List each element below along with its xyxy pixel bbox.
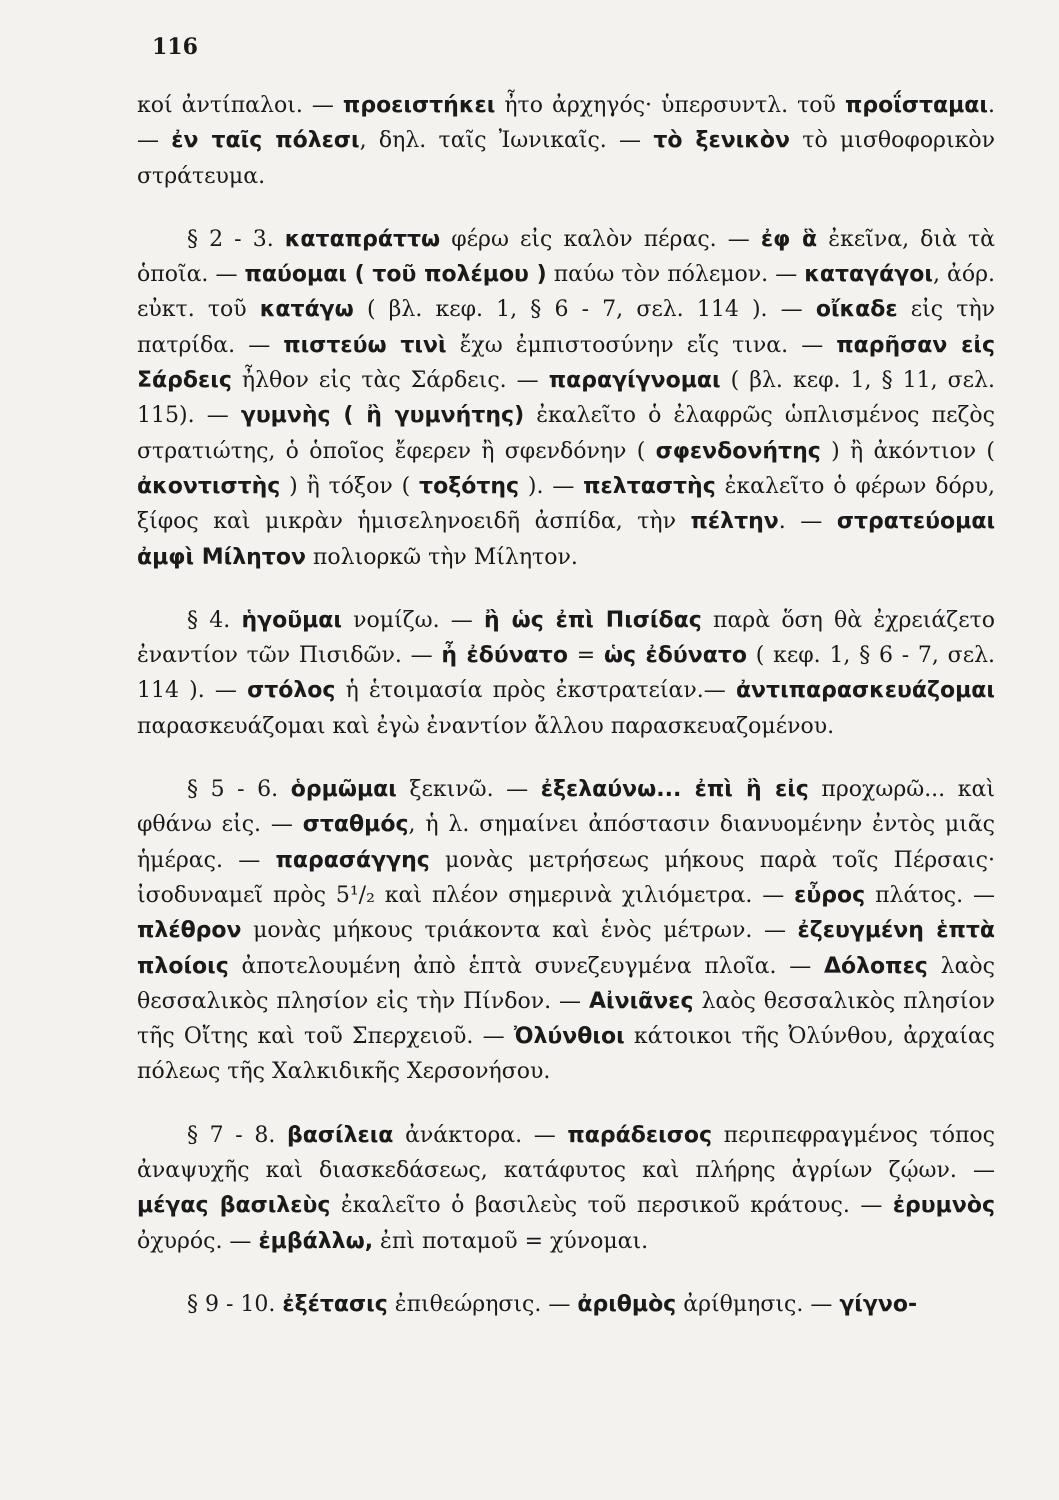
headword: ὡς ἐδύνατο — [603, 643, 748, 669]
headword: Δόλοπες — [823, 953, 928, 979]
gloss-text: § 2 - 3. — [187, 226, 285, 252]
headword: κατάγω — [259, 297, 354, 323]
gloss-text: ξεκινῶ. — — [396, 777, 541, 803]
gloss-text: . — — [137, 93, 995, 154]
gloss-text: πλάτος. — — [865, 882, 995, 908]
paragraph — [137, 1118, 995, 1259]
gloss-text: § 5 - 6. — [187, 777, 291, 803]
gloss-text: ἐπιθεώρησις. — — [387, 1291, 578, 1317]
headword: ἐξέτασις — [282, 1291, 388, 1317]
headword: ἐφ ἃ — [760, 226, 818, 252]
gloss-text: ἐκαλεῖτο ὁ βασιλεὺς τοῦ περσικοῦ κράτους. — — [330, 1193, 893, 1219]
paragraph — [137, 1287, 995, 1322]
gloss-text: ) ἢ ἀκόντιον ( — [820, 438, 995, 464]
headword: τὸ ξενικὸν — [653, 128, 790, 154]
gloss-text: εἰς τὴν πατρίδα. — — [137, 297, 996, 358]
gloss-text: κοί ἀντίπαλοι. — — [137, 93, 343, 118]
paragraph — [137, 222, 995, 575]
gloss-text: = — [567, 643, 604, 669]
headword: πελταστὴς — [583, 473, 716, 499]
headword: ἀντιπαρασκευάζομαι — [735, 678, 995, 704]
headword: ὁρμῶμαι — [290, 777, 397, 803]
headword: ἦ ἐδύνατο — [441, 643, 568, 669]
headword: σταθμός — [302, 812, 409, 838]
headword: παρῆσαν εἰς Σάρδεις — [137, 332, 995, 394]
gloss-text: πολιορκῶ τὴν Μίλητον. — [305, 544, 578, 570]
headword: ἀκοντιστὴς — [137, 473, 281, 499]
headword: εὖρος — [794, 882, 866, 908]
headword: ἡγοῦμαι — [241, 607, 342, 633]
headword: ἀριθμὸς — [577, 1291, 677, 1317]
gloss-text: ἀρίθμησις. — — [676, 1291, 840, 1317]
headword: ἐν ταῖς πόλεσι — [171, 128, 360, 154]
headword: ἐμβάλλω, — [258, 1228, 374, 1254]
headword: προειστήκει — [342, 93, 496, 118]
headword: προΐσταμαι — [844, 93, 988, 118]
gloss-text: ( κεφ. 1, § 6 - 7, σελ. 114 ). — — [137, 643, 996, 704]
gloss-text: παρὰ ὅση θὰ ἐχρειάζετο ἐναντίον τῶν Πισιδῶν. — — [137, 607, 996, 669]
headword: παύομαι ( τοῦ πολέμου ) — [244, 262, 547, 288]
headword: τοξότης — [419, 473, 520, 499]
headword: Αἰνιᾶνες — [589, 988, 694, 1014]
gloss-text: , ἀόρ. εὐκτ. τοῦ — [137, 262, 996, 323]
gloss-text: ἦτο ἀρχηγός· ὑπερσυντλ. τοῦ — [495, 93, 845, 118]
gloss-text: φέρω εἰς καλὸν πέρας. — — [440, 226, 761, 252]
glossary-text — [137, 88, 995, 1350]
gloss-text: ἐπὶ ποταμοῦ = χύνομαι. — [373, 1228, 649, 1254]
headword: παραγίγνομαι — [548, 368, 721, 394]
gloss-text: ). — — [519, 473, 584, 499]
gloss-text: ἡ ἑτοιμασία πρὸς ἐκστρατείαν.— — [335, 678, 736, 704]
gloss-text: , ἡ λ. σημαίνει ἀπόστασιν διανυομένην ἐντὸς μιᾶς ἡμέρας. — — [137, 812, 995, 873]
gloss-text: μονὰς μήκους τριάκοντα καὶ ἑνὸς μέτρων. — — [241, 918, 798, 944]
headword: μέγας βασιλεὺς — [137, 1193, 331, 1219]
gloss-text: παύω τὸν πόλεμον. — — [546, 262, 805, 288]
gloss-text: § 7 - 8. — [187, 1122, 287, 1148]
gloss-text: τὸ μισθοφορικὸν στράτευμα. — [137, 128, 995, 189]
gloss-text: ( βλ. κεφ. 1, § 6 - 7, σελ. 114 ). — — [353, 297, 816, 323]
gloss-text: προχωρῶ... καὶ φθάνω εἰς. — — [137, 777, 995, 838]
gloss-text: λαὸς θεσσαλικὸς πλησίον εἰς τὴν Πίνδον. — — [137, 953, 995, 1014]
gloss-text: ( βλ. κεφ. 1, § 11, σελ. 115). — — [137, 368, 995, 429]
headword: πιστεύω τινὶ — [283, 332, 447, 358]
headword: στόλος — [247, 678, 336, 704]
headword: στρατεύομαι ἀμφὶ Μίλητον — [137, 509, 996, 570]
headword: καταπράττω — [284, 226, 441, 252]
headword: γυμνὴς ( ἢ γυμνήτης) — [240, 403, 525, 429]
headword: παρασάγγης — [275, 847, 430, 873]
gloss-text: ἔχω ἐμπιστοσύνην εἴς τινα. — — [446, 332, 837, 358]
headword: παράδεισος — [567, 1122, 713, 1148]
headword: ἢ ὡς ἐπὶ Πισίδας — [484, 607, 702, 633]
headword: Ὀλύνθιοι — [513, 1024, 625, 1050]
gloss-text: λαὸς θεσσαλικὸς πλησίον τῆς Οἴτης καὶ τοῦ Σπερχειοῦ. — — [137, 988, 995, 1050]
gloss-text: ἐκαλεῖτο ὁ ἐλαφρῶς ὡπλισμένος πεζὸς στρατιώτης, ὁ ὁποῖος ἔφερεν ἢ σφενδόνην ( — [137, 403, 995, 464]
gloss-text: , δηλ. ταῖς Ἰωνικαῖς. — — [359, 128, 654, 154]
gloss-text: ἀποτελουμένη ἀπὸ ἑπτὰ συνεζευγμένα πλοῖα. — — [228, 953, 824, 979]
headword: σφενδονήτης — [655, 438, 821, 464]
gloss-text: ἦλθον εἰς τὰς Σάρδεις. — — [231, 368, 549, 394]
paragraph — [137, 603, 995, 744]
gloss-text: παρασκευάζομαι καὶ ἐγὼ ἐναντίον ἄλλου παρασκευαζομένου. — [137, 713, 835, 739]
gloss-text: . — — [778, 509, 837, 535]
page-number: 116 — [152, 34, 198, 60]
headword: πλέθρον — [137, 918, 242, 944]
gloss-text: ἐκαλεῖτο ὁ φέρων δόρυ, ξίφος καὶ μικρὰν ἡμισεληνοειδῆ ἀσπίδα, τὴν — [137, 473, 995, 535]
headword: ἐζευγμένη ἑπτὰ πλοίοις — [137, 918, 995, 979]
paragraph — [137, 772, 995, 1090]
gloss-text: § 9 - 10. — [187, 1291, 283, 1317]
headword: οἴκαδε — [815, 297, 898, 323]
gloss-text: ) ἢ τόξον ( — [280, 473, 420, 499]
headword: ἐξελαύνω... ἐπὶ ἢ εἰς — [540, 777, 809, 803]
headword: πέλτην — [690, 509, 779, 535]
headword: ἐρυμνὸς — [892, 1193, 995, 1219]
gloss-text: περιπεφραγμένος τόπος ἀναψυχῆς καὶ διασκεδάσεως, κατάφυτος καὶ πλήρης ἀγρίων ζῴων. — — [137, 1122, 995, 1184]
gloss-text: § 4. — [187, 607, 242, 633]
gloss-text: ὀχυρός. — — [137, 1228, 259, 1254]
headword: βασίλεια — [287, 1122, 394, 1148]
gloss-text: μονὰς μετρήσεως μήκους παρὰ τοῖς Πέρσαις· ἰσοδυναμεῖ πρὸς 5¹/₂ καὶ πλέον σημερινὰ χιλιόμετρα. — — [137, 847, 995, 908]
paragraph — [137, 88, 995, 194]
gloss-text: ἐκεῖνα, διὰ τὰ ὁποῖα. — — [137, 226, 995, 288]
gloss-text: νομίζω. — — [341, 607, 485, 633]
gloss-text: κάτοικοι τῆς Ὀλύνθου, ἀρχαίας πόλεως τῆς Χαλκιδικῆς Χερσονήσου. — [137, 1024, 995, 1085]
headword: καταγάγοι — [804, 262, 933, 288]
gloss-text: ἀνάκτορα. — — [393, 1122, 568, 1148]
headword: γίγνο- — [839, 1291, 918, 1317]
